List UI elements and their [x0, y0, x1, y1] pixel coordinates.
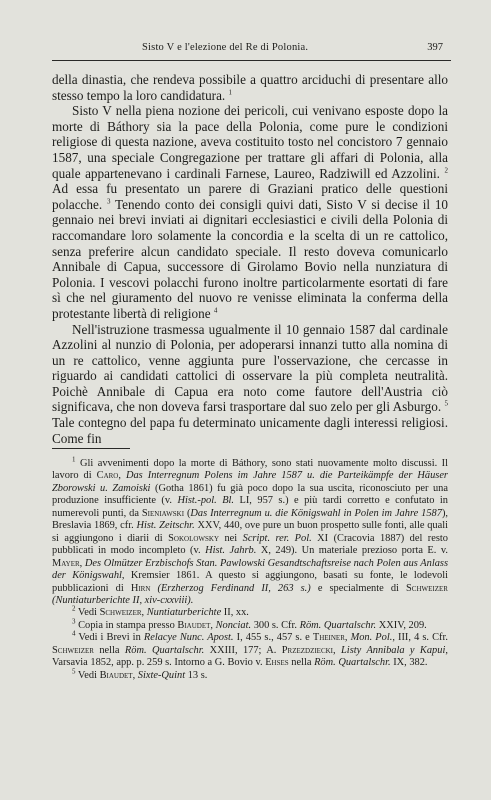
running-title: Sisto V e l'elezione del Re di Polonia. — [142, 42, 309, 53]
paragraph-1: della dinastia, che rendeva possibile a quattro arciduchi di presentare allo stesso tempo la loro candidatura. $^1$ — [52, 72, 448, 103]
header-rule — [52, 60, 451, 61]
page-number: 397 — [427, 42, 443, 53]
running-head — [52, 38, 451, 58]
footnote-3: $^3$ Copia in stampa presso Biaudet, Nonciat. 300 s. Cfr. Röm. Quartalschr. XXIV, 209. — [72, 617, 427, 631]
paragraph-2: Sisto V nella piena nozione dei pericoli, cui venivano esposte dopo la morte di Báthory sia la pace della Polonia, come pure le condizioni religiose di questa nazione, aveva costituito tosto nel concistoro 7 gennaio 1587, una speciale Congregazione per trattare gli affari di Polonia, alla quale appartenevano i cardinali Farnese, Laureo, Radziwill ed Azzolini. $^2$ Ad essa fu presentato un parere di Graziani pratico delle questioni polacche. $^3$ Tenendo conto dei consigli quivi dati, Sisto V si decise il 10 gennaio nei brevi inviati ai dignitari ecclesiastici e civili della Polonia di raccomandare loro solamente la concordia e la scelta di un re cattolico, senza preferire alcun candidato speciale. Il resto doveva comunicarlo Annibale di Capua, successore di Girolamo Bovio nella nunziatura di Polonia. I vescovi polacchi furono inoltre particolarmente esortati di fare sì che nel giuramento del nuovo re venisse eliminata la conferma della protestante libertà di religione $^4$ — [52, 103, 449, 321]
footnote-4: $^4$ Vedi i Brevi in Relacye Nunc. Apost. I, 455 s., 457 s. e Theiner, Mon. Pol., III, 4 s. Cfr. Schweizer nella Röm. Quartalschr. XXIII, 177; A. Przezdziecki, Listy Annibala y Kapui, Varsavia 1852, app. p. 259 s. Intorno a G. Bovio v. Ehses nella Röm. Quartalschr. IX, 382. — [52, 629, 448, 669]
footnote-ref-4: 4 — [213, 306, 218, 315]
footnote-ref-5: 5 — [444, 400, 448, 409]
footnotes — [52, 455, 449, 682]
footnote-5: $^5$ Vedi Biaudet, Sixte-Quint 13 s. — [72, 667, 208, 681]
paragraph-3: Nell'istruzione trasmessa ugualmente il 10 gennaio 1587 dal cardinale Azzolini al nunzio di Polonia, per adoperarsi innanzi tutto alla nomina di un re cattolico, venne aggiunta pure l'osservazione, che cercasse in riguardo ai candidati cattolici di osservare la più completa neutralità. Poichè Annibale di Capua era noto come fautore dell'Austria ciò significava, che non doveva farsi trasportare dal suo zelo per gli Asburgo. $^5$ Tale contegno del papa fu determinato unicamente dagli interessi religiosi. Come fin — [52, 321, 448, 446]
footnote-ref-3: 3 — [106, 197, 111, 206]
footnote-1: $^1$ Gli avvenimenti dopo la morte di Báthory, sono stati nuovamente molto discussi. Il lavoro di Caro, Das Interregnum Polens im Jahre 1587 u. die Parteikämpfe der Häuser Zborowski u. Zamoiski (Gotha 1861) fu già poco dopo la sua uscita, riconosciuto per una produzione insufficiente (v. Hist.-pol. Bl. LI, 957 s.) e più tardi corretto e confutato in numerevoli punti, da Sieniawski (Das Interregnum u. die Königswahl in Polen im Jahre 1587), Breslavia 1869, cfr. Hist. Zeitschr. XXV, 440, ove pure un buon prospetto sulle fonti, alle quali si aggiungono i diarii di Sokolowsky nei Script. rer. Pol. XI (Cracovia 1887) del resto pubblicati in modo incompleto (v. Hist. Jahrb. X, 249). Un materiale prezioso porta E. v. Mayer, Des Olmützer Erzbischofs Stan. Pawlowski Gesandtschaftsreise nach Polen aus Anlass der Königswahl, Kremsier 1861. A questo si aggiungono, basati su fonte, le lodevoli pubblicazioni di Hirn (Erzherzog Ferdinand II, 263 s.) e specialmente di Schweizer (Nuntiaturberichte II, xiv-cxxviii). — [52, 455, 449, 606]
footnote-ref-1: 1 — [228, 88, 233, 97]
footnote-separator — [52, 448, 130, 449]
main-text — [52, 72, 448, 446]
footnote-2: $^2$ Vedi Schweizer, Nuntiaturberichte II, xx. — [72, 604, 249, 619]
footnote-ref-2: 2 — [444, 166, 448, 175]
